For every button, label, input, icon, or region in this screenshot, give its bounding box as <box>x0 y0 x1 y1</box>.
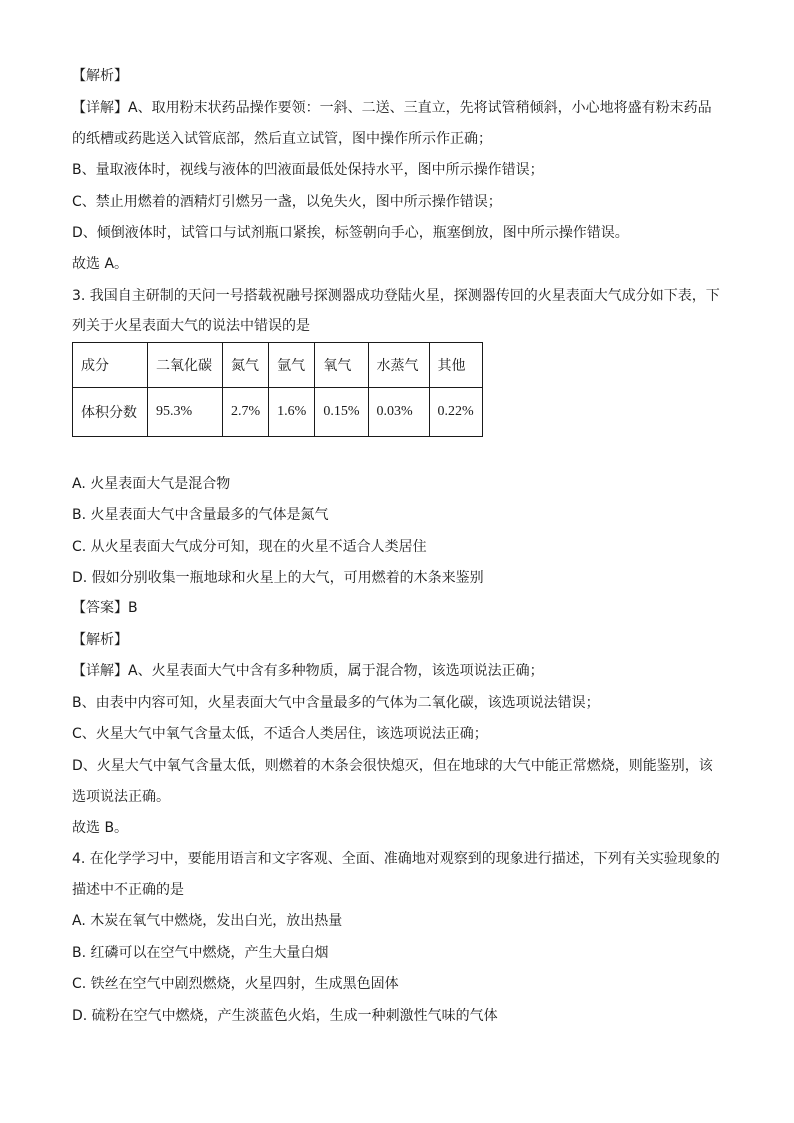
table-cell: 0.15% <box>315 388 368 437</box>
detail-line: C、火星大气中氧气含量太低，不适合人类居住，该选项说法正确； <box>72 726 488 742</box>
table-cell: 2.7% <box>223 388 269 437</box>
table-row <box>73 343 483 388</box>
analysis-label: 【解析】 <box>72 632 128 648</box>
detail-line: 【详解】A、取用粉末状药品操作要领：一斜、二送、三直立，先将试管稍倾斜，小心地将盛有粉末药品 <box>72 100 712 116</box>
choice-line: 故选 A。 <box>72 256 129 272</box>
question-stem: 4. 在化学学习中，要能用语言和文字客观、全面、准确地对观察到的现象进行描述，下列有关实验现象的 <box>72 851 720 867</box>
atmosphere-composition-table <box>72 342 483 437</box>
option-c: C. 铁丝在空气中剧烈燃烧，火星四射，生成黑色固体 <box>72 976 399 992</box>
table-row-label: 体积分数 <box>73 388 148 437</box>
table-header-cell: 水蒸气 <box>368 343 429 388</box>
detail-line: B、由表中内容可知，火星表面大气中含量最多的气体为二氧化碳，该选项说法错误； <box>72 695 600 711</box>
table-row <box>73 388 483 437</box>
table-header-cell: 其他 <box>429 343 482 388</box>
table-header-cell: 氮气 <box>223 343 269 388</box>
table-header-cell: 氧气 <box>315 343 368 388</box>
analysis-label: 【解析】 <box>72 68 128 84</box>
table-header-cell: 二氧化碳 <box>148 343 223 388</box>
detail-line: D、倾倒液体时，试管口与试剂瓶口紧挨，标签朝向手心，瓶塞倒放，图中所示操作错误。 <box>72 225 629 241</box>
option-b: B. 火星表面大气中含量最多的气体是氮气 <box>72 507 329 523</box>
detail-line: 【详解】A、火星表面大气中含有多种物质，属于混合物，该选项说法正确； <box>72 663 544 679</box>
detail-line: C、禁止用燃着的酒精灯引燃另一盏，以免失火，图中所示操作错误； <box>72 194 502 210</box>
table-cell: 0.22% <box>429 388 482 437</box>
question-stem: 列关于火星表面大气的说法中错误的是 <box>72 318 310 334</box>
choice-line: 故选 B。 <box>72 820 129 836</box>
table-cell: 1.6% <box>269 388 315 437</box>
option-b: B. 红磷可以在空气中燃烧，产生大量白烟 <box>72 945 329 961</box>
detail-line: 选项说法正确。 <box>72 789 170 805</box>
option-c: C. 从火星表面大气成分可知，现在的火星不适合人类居住 <box>72 539 427 555</box>
table-header-cell: 氩气 <box>269 343 315 388</box>
detail-line: B、量取液体时，视线与液体的凹液面最低处保持水平，图中所示操作错误； <box>72 162 544 178</box>
question-stem: 描述中不正确的是 <box>72 882 184 898</box>
option-a: A. 火星表面大气是混合物 <box>72 476 231 492</box>
table-header-cell: 成分 <box>73 343 148 388</box>
detail-line: 的纸槽或药匙送入试管底部，然后直立试管，图中操作所示作正确； <box>72 131 492 147</box>
option-d: D. 假如分别收集一瓶地球和火星上的大气，可用燃着的木条来鉴别 <box>72 570 484 586</box>
question-stem: 3. 我国自主研制的天问一号搭载祝融号探测器成功登陆火星，探测器传回的火星表面大气成分如下表，下 <box>72 288 720 304</box>
answer-line: 【答案】B <box>72 600 138 616</box>
option-a: A. 木炭在氧气中燃烧，发出白光，放出热量 <box>72 913 343 929</box>
option-d: D. 硫粉在空气中燃烧，产生淡蓝色火焰，生成一种刺激性气味的气体 <box>72 1008 498 1024</box>
table-cell: 95.3% <box>148 388 223 437</box>
table-cell: 0.03% <box>368 388 429 437</box>
detail-line: D、火星大气中氧气含量太低，则燃着的木条会很快熄灭，但在地球的大气中能正常燃烧，则能鉴别，该 <box>72 758 713 774</box>
